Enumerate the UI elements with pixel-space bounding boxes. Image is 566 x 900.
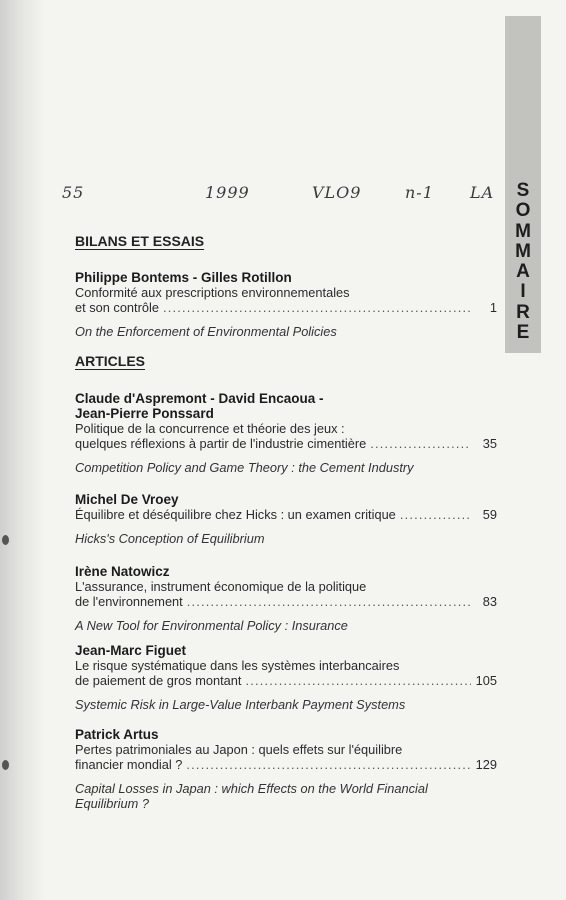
- entry-english-line: Competition Policy and Game Theory : the Cement Industry: [75, 460, 414, 475]
- entry-title-leader: [75, 757, 497, 772]
- sommaire-letter: E: [516, 322, 530, 344]
- section-heading: BILANS ET ESSAIS: [75, 233, 205, 249]
- section-heading: ARTICLES: [75, 353, 145, 369]
- entry-english-title: [75, 618, 497, 633]
- entry-author: Jean-Marc Figuet: [75, 643, 187, 658]
- entry-english-line: Systemic Risk in Large-Value Interbank Payment Systems: [75, 697, 406, 712]
- entry-title-line: quelques réflexions à partir de l'industrie cimentière: [75, 436, 367, 451]
- entry-english-title: [75, 781, 497, 811]
- entry-english-title: [75, 531, 497, 546]
- entry-title-line: Politique de la concurrence et théorie des jeux :: [75, 421, 345, 436]
- page-number: 1: [489, 300, 497, 315]
- toc-entry: [75, 391, 497, 475]
- entry-title-leader: [75, 507, 497, 522]
- dot-leader: [186, 757, 471, 772]
- sommaire-letter: R: [516, 301, 530, 323]
- entry-english-line: A New Tool for Environmental Policy : Insurance: [75, 618, 348, 633]
- toc-entry: [75, 492, 497, 546]
- entry-title-leader: [75, 673, 497, 688]
- handwritten-note: LA: [470, 183, 495, 202]
- entry-title-line: Conformité aux prescriptions environnementales: [75, 285, 350, 300]
- entry-title-line: financier mondial ?: [75, 757, 183, 772]
- entry-title-line: Pertes patrimoniales au Japon : quels effets sur l'équilibre: [75, 742, 403, 757]
- entry-author: Jean-Pierre Ponssard: [75, 406, 214, 421]
- entry-english-title: [75, 324, 497, 339]
- handwritten-note: 55: [62, 183, 85, 202]
- entry-title-leader: [75, 300, 497, 315]
- binding-hole: [2, 535, 9, 545]
- sommaire-letter: A: [516, 261, 530, 283]
- entry-title-line: Équilibre et déséquilibre chez Hicks : un examen critique: [75, 507, 396, 522]
- entry-title-leader: [75, 594, 497, 609]
- handwritten-note: 1999: [205, 183, 250, 202]
- handwritten-note: n-1: [405, 183, 434, 202]
- entry-title-line: L'assurance, instrument économique de la politique: [75, 579, 367, 594]
- binding-hole: [2, 760, 9, 770]
- toc-entry: [75, 270, 497, 339]
- entry-english-title: [75, 697, 497, 712]
- entry-author: Irène Natowicz: [75, 564, 170, 579]
- sommaire-letter: M: [515, 240, 531, 262]
- sommaire-vertical-label: [505, 181, 541, 343]
- sommaire-sidebar: [505, 16, 541, 353]
- entry-author: Michel De Vroey: [75, 492, 179, 507]
- dot-leader: [400, 507, 471, 522]
- dot-leader: [245, 673, 471, 688]
- entry-title-line: et son contrôle: [75, 300, 159, 315]
- page-number: 83: [482, 594, 497, 609]
- page-number: 35: [482, 436, 497, 451]
- page-number: 105: [475, 673, 497, 688]
- handwritten-note: VLO9: [312, 183, 362, 202]
- page-number: 129: [475, 757, 497, 772]
- entry-title-line: de paiement de gros montant: [75, 673, 242, 688]
- entry-title-leader: [75, 436, 497, 451]
- entry-english-line: Equilibrium ?: [75, 796, 149, 811]
- entry-title-line: Le risque systématique dans les systèmes interbancaires: [75, 658, 400, 673]
- entry-author: Philippe Bontems - Gilles Rotillon: [75, 270, 292, 285]
- entry-english-line: On the Enforcement of Environmental Policies: [75, 324, 337, 339]
- dot-leader: [163, 300, 471, 315]
- sommaire-letter: I: [520, 281, 526, 303]
- sommaire-letter: O: [515, 200, 531, 222]
- entry-english-title: [75, 460, 497, 475]
- toc-entry: [75, 727, 497, 811]
- page-binding-shadow: [0, 0, 46, 900]
- toc-entry: [75, 564, 497, 633]
- entry-title-line: de l'environnement: [75, 594, 183, 609]
- entry-english-line: Capital Losses in Japan : which Effects on the World Financial: [75, 781, 428, 796]
- sommaire-letter: M: [515, 220, 531, 242]
- toc-entry: [75, 643, 497, 712]
- dot-leader: [187, 594, 471, 609]
- dot-leader: [370, 436, 471, 451]
- entry-english-line: Hicks's Conception of Equilibrium: [75, 531, 265, 546]
- entry-author: Claude d'Aspremont - David Encaoua -: [75, 391, 324, 406]
- sommaire-letter: S: [516, 180, 530, 201]
- entry-author: Patrick Artus: [75, 727, 159, 742]
- page-number: 59: [482, 507, 497, 522]
